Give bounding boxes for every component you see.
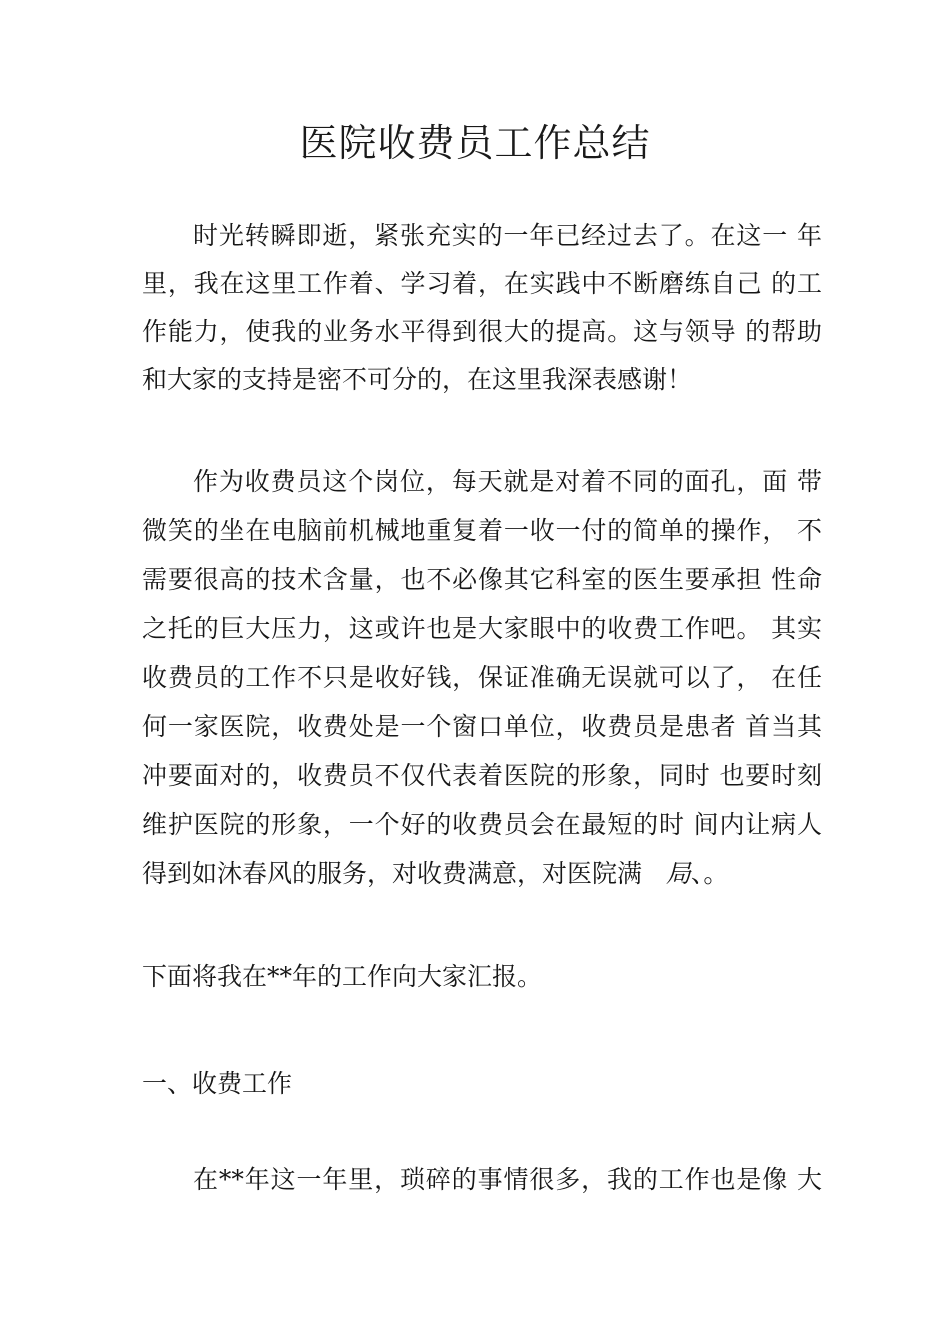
- paragraph-2-line-2: 微笑的坐在电脑前机械地重复着一收一付的简单的操作， 不: [142, 516, 822, 545]
- paragraph-2-line-4: 之托的巨大压力，这或许也是大家眼中的收费工作吧。 其实: [142, 614, 822, 643]
- document-title: 医院收费员工作总结: [299, 121, 651, 165]
- paragraph-1-line-1: 时光转瞬即逝，紧张充实的一年已经过去了。在这一 年: [193, 221, 822, 250]
- section-heading-1: 一、收费工作: [142, 1069, 293, 1098]
- paragraph-2-line-6: 何一家医院，收费处是一个窗口单位，收费员是患者 首当其: [142, 712, 822, 741]
- paragraph-2-line-7: 冲要面对的，收费员不仅代表着医院的形象，同时 也要时刻: [142, 761, 822, 790]
- paragraph-2-line-3: 需要很高的技术含量，也不必像其它科室的医生要承担 性命: [142, 565, 822, 594]
- paragraph-3-line-1: 下面将我在**年的工作向大家汇报。: [142, 962, 543, 991]
- paragraph-2-line-9: [142, 857, 822, 891]
- paragraph-4-line-1: 在**年这一年里，琐碎的事情很多，我的工作也是像 大: [193, 1165, 822, 1194]
- paragraph-2-line-5: 收费员的工作不只是收好钱，保证准确无误就可以了， 在任: [142, 663, 822, 692]
- paragraph-1-line-4: 和大家的支持是密不可分的，在这里我深表感谢！: [142, 365, 693, 394]
- paragraph-2-line-8: 维护医院的形象，一个好的收费员会在最短的时 间内让病人: [142, 810, 822, 839]
- paragraph-1-line-3: 作能力，使我的业务水平得到很大的提高。这与领导 的帮助: [142, 317, 822, 346]
- paragraph-2-line-9-italic-tail: 局: [665, 859, 691, 888]
- paragraph-2-line-9-text: 得到如沐春风的服务，对收费满意，对医院满: [142, 859, 643, 888]
- paragraph-2-line-1: 作为收费员这个岗位，每天就是对着不同的面孔，面 带: [193, 467, 822, 496]
- paragraph-2-line-9-punctuation: 、。: [690, 859, 729, 888]
- paragraph-1-line-2: 里，我在这里工作着、学习着，在实践中不断磨练自己 的工: [142, 269, 822, 298]
